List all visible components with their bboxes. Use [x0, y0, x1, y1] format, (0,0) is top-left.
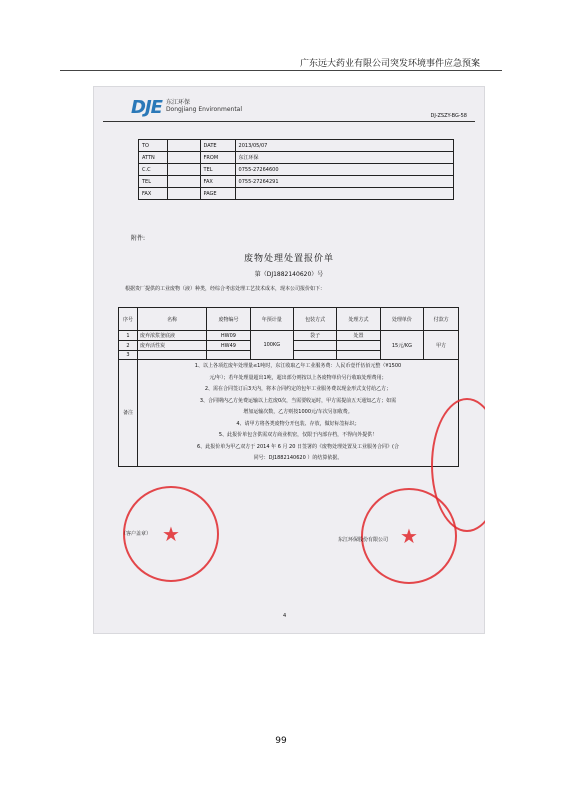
- attachment-label: 附件:: [131, 235, 146, 242]
- col-header: 名称: [138, 308, 207, 331]
- table-cell: 东江环保: [235, 152, 453, 164]
- logo-sub: Dongjiang Environmental: [165, 106, 243, 113]
- col-header: 序号: [119, 308, 138, 331]
- fax-header-table: [138, 139, 454, 200]
- table-cell: [168, 152, 201, 164]
- table-cell: C.C: [139, 164, 168, 176]
- table-cell: [293, 341, 336, 351]
- table-cell: TO: [139, 140, 168, 152]
- table-cell: PAGE: [200, 188, 235, 200]
- table-cell: [168, 164, 201, 176]
- col-header: 年预计量: [250, 308, 293, 331]
- payer: 甲方: [424, 331, 459, 360]
- table-cell: [293, 351, 336, 360]
- logo-name: 东江环保: [165, 99, 190, 107]
- table-row: [119, 331, 459, 341]
- table-cell: [337, 351, 380, 360]
- table-cell: ATTN: [139, 152, 168, 164]
- table-cell: 2013/05/07: [235, 140, 453, 152]
- table-cell: [235, 188, 453, 200]
- fax-row: [139, 176, 454, 188]
- company-signature-label: 东江环保股份有限公司: [338, 537, 389, 543]
- company-logo: [131, 96, 242, 118]
- quotation-title: 废物处理处置报价单: [243, 254, 334, 264]
- table-cell: 废弃浓浆釜底液: [138, 331, 207, 341]
- fax-row: [139, 152, 454, 164]
- logo-mark: DJE: [131, 96, 162, 118]
- seal-star-icon: ★: [400, 524, 418, 548]
- packaging: 袋子: [293, 331, 336, 341]
- notes-row: [119, 360, 459, 467]
- table-cell: 2: [119, 341, 138, 351]
- table-cell: TEL: [200, 164, 235, 176]
- table-cell: 0755-27264600: [235, 164, 453, 176]
- table-cell: [138, 351, 207, 360]
- notes-text: 1、以上各项危废年处理量≤1吨时，东江收取乙年工业服务费：人民币壹仟伍佰元整（¥1500 元/年）；若年处理量超出1吨，超出部分则按以上各废物单价另行收取处理费用； 2、需在合同签订后3天内，将本合同约定的包年工业服务费以现金形式支付给乙方； 3、合同期内乙方免费运输以上危废0次，当需要收运时，甲方需提前五天通知乙方；如需 增加运输次数，乙方则按1000元/车次另加收费。 4、请甲方将各类废物分开包装、存放，做好标签标识； 5、此报价单包含供需双方商业机密，仅限于内部存档，不得向外提供！ 6、此报价单为甲乙双方于 2014 年 6 月 20 日签署的《废物处理处置及工业服务合同》(合 同号：DJ1882140620 ）的结算依据。: [138, 360, 459, 467]
- table-cell: [207, 351, 250, 360]
- price-table: [118, 307, 459, 467]
- col-header: 废物编号: [207, 308, 250, 331]
- col-header: 处理单价: [380, 308, 424, 331]
- table-cell: [168, 140, 201, 152]
- table-cell: 0755-27264291: [235, 176, 453, 188]
- table-cell: 3: [119, 351, 138, 360]
- header-rule: [60, 70, 502, 71]
- table-cell: HW09: [207, 331, 250, 341]
- notes-label: 备注: [119, 360, 138, 467]
- intro-text: 根据贵厂提供的工业废物（液）种类，经综合考虑处理工艺技术成本，现本公司报价如下：: [125, 286, 326, 292]
- col-header: 包装方式: [293, 308, 336, 331]
- quotation-number: 第（DJ1882140620）号: [254, 271, 324, 278]
- document-number: DJ-ZSZY-BG-58: [430, 113, 467, 119]
- logo-rule: [103, 121, 475, 122]
- fax-row: [139, 188, 454, 200]
- table-cell: DATE: [200, 140, 235, 152]
- table-cell: HW49: [207, 341, 250, 351]
- col-header: 付款方: [424, 308, 459, 331]
- customer-signature-label: （客户盖章）: [121, 531, 152, 537]
- method: 处置: [337, 331, 380, 341]
- logo-text: [166, 100, 242, 113]
- price-table-header: [119, 308, 459, 331]
- annual-amount: 100KG: [250, 331, 293, 360]
- page-header: 广东远大药业有限公司突发环境事件应急预案: [300, 59, 481, 69]
- table-cell: [168, 176, 201, 188]
- unit-price: 15元/KG: [380, 331, 424, 360]
- table-cell: FAX: [200, 176, 235, 188]
- fax-row: [139, 164, 454, 176]
- scan-page-number: 4: [283, 613, 287, 619]
- fax-row: [139, 140, 454, 152]
- table-cell: FAX: [139, 188, 168, 200]
- table-cell: 废弃活性炭: [138, 341, 207, 351]
- col-header: 处理方式: [337, 308, 380, 331]
- seal-star-icon: ★: [162, 522, 180, 546]
- table-cell: [168, 188, 201, 200]
- table-cell: TEL: [139, 176, 168, 188]
- table-cell: FROM: [200, 152, 235, 164]
- scanned-quotation: [93, 86, 485, 634]
- page-number: 99: [275, 736, 287, 746]
- table-cell: 1: [119, 331, 138, 341]
- table-cell: [337, 341, 380, 351]
